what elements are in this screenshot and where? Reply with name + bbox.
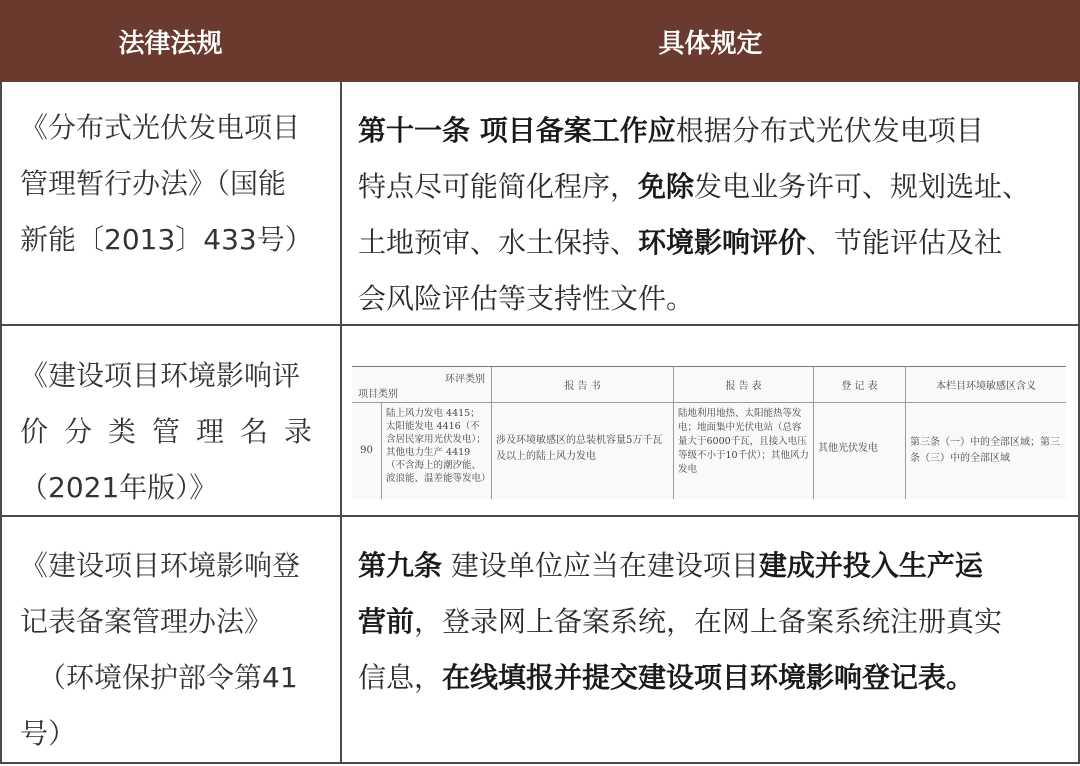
- rule-text: 建设单位应当在建设项目: [442, 549, 759, 582]
- rule-text: ，登录网上备案系统，在网上备案系统注册真实: [414, 605, 1003, 638]
- law-cell-2: [2, 348, 340, 516]
- mini-cell-project: 陆上风力发电 4415；太阳能发电 4416（不含居民家用光伏发电）；其他电力生产 4419（不含海上的潮汐能、波浪能、温差能等发电）: [382, 403, 492, 499]
- rule-emphasis-text: 建成并投入生产运: [758, 549, 983, 582]
- rule-emphasis-text: 第九条: [358, 549, 443, 582]
- law-line: （环境保护部令第41: [38, 661, 298, 694]
- mini-header-registration-form: 登 记 表: [814, 367, 906, 403]
- law-line: 《建设项目环境影响登: [20, 549, 301, 582]
- rule-cell-1: [342, 103, 1078, 327]
- law-cell-1: [2, 100, 340, 268]
- rule-cell-3: [342, 538, 1078, 706]
- rule-line: [358, 538, 1078, 594]
- rule-text: 根据分布式光伏发电项目: [675, 114, 984, 147]
- rule-text: 会风险评估等支持性文件。: [358, 282, 695, 315]
- rule-line: [358, 271, 1078, 327]
- rule-text: 、节能评估及社: [806, 226, 1003, 259]
- header-law-column: 法律法规: [0, 0, 341, 82]
- law-line: 《分布式光伏发电项目: [20, 111, 301, 144]
- mini-header-report-book: 报 告 书: [492, 367, 674, 403]
- rule-text: 信息，: [358, 661, 443, 694]
- rule-text: 发电业务许可、规划选址、: [694, 170, 1031, 203]
- mini-cell-report-form: 陆地利用地热、太阳能热等发电；地面集中光伏电站（总容量大于6000千瓦，且接入电压等级不小于10千伏）；其他风力发电: [674, 403, 814, 499]
- classification-table-image: [352, 366, 1066, 499]
- rule-line: [358, 650, 1078, 706]
- law-line: 管理暂行办法》（国能: [20, 167, 287, 200]
- law-line: 《建设项目环境影响评: [20, 359, 301, 392]
- rule-text: 特点尽可能简化程序，: [358, 170, 639, 203]
- rule-line: [358, 103, 1078, 159]
- header-rule-column: 具体规定: [341, 0, 1080, 82]
- law-line: （2021年版）》: [20, 471, 218, 504]
- mini-header-eia-type: 环评类别: [445, 373, 485, 385]
- rule-emphasis-text: 环境影响评价: [638, 226, 807, 259]
- mini-header-sensitive-area: 本栏目环境敏感区含义: [906, 367, 1066, 403]
- rule-text: 土地预审、水土保持、: [358, 226, 639, 259]
- rule-emphasis-text: 营前: [358, 605, 415, 638]
- law-line: 新能〔2013〕433号）: [20, 223, 313, 256]
- mini-cell-report-book: 涉及环境敏感区的总装机容量5万千瓦及以上的陆上风力发电: [492, 403, 674, 499]
- rule-emphasis-text: 免除: [638, 170, 695, 203]
- law-line: 价分类管理名录: [20, 415, 326, 448]
- law-line: 记表备案管理办法》: [20, 605, 273, 638]
- law-cell-3: [2, 538, 340, 762]
- table-bottom-border: [0, 762, 1080, 764]
- mini-header-report-form: 报 告 表: [674, 367, 814, 403]
- rule-emphasis-text: 第十一条 项目备案工作应: [358, 114, 676, 147]
- mini-cell-number: 90: [352, 403, 382, 499]
- law-line: 号）: [20, 717, 77, 750]
- mini-cell-registration-form: 其他光伏发电: [814, 403, 906, 499]
- rule-line: [358, 594, 1078, 650]
- mini-cell-sensitive-area: 第三条（一）中的全部区域；第三条（三）中的全部区域: [910, 437, 1060, 464]
- mini-header-project-type: 项目类别: [358, 388, 398, 400]
- rule-line: [358, 159, 1078, 215]
- rule-line: [358, 215, 1078, 271]
- rule-emphasis-text: 在线填报并提交建设项目环境影响登记表。: [442, 661, 975, 694]
- mini-header-category: [352, 367, 492, 403]
